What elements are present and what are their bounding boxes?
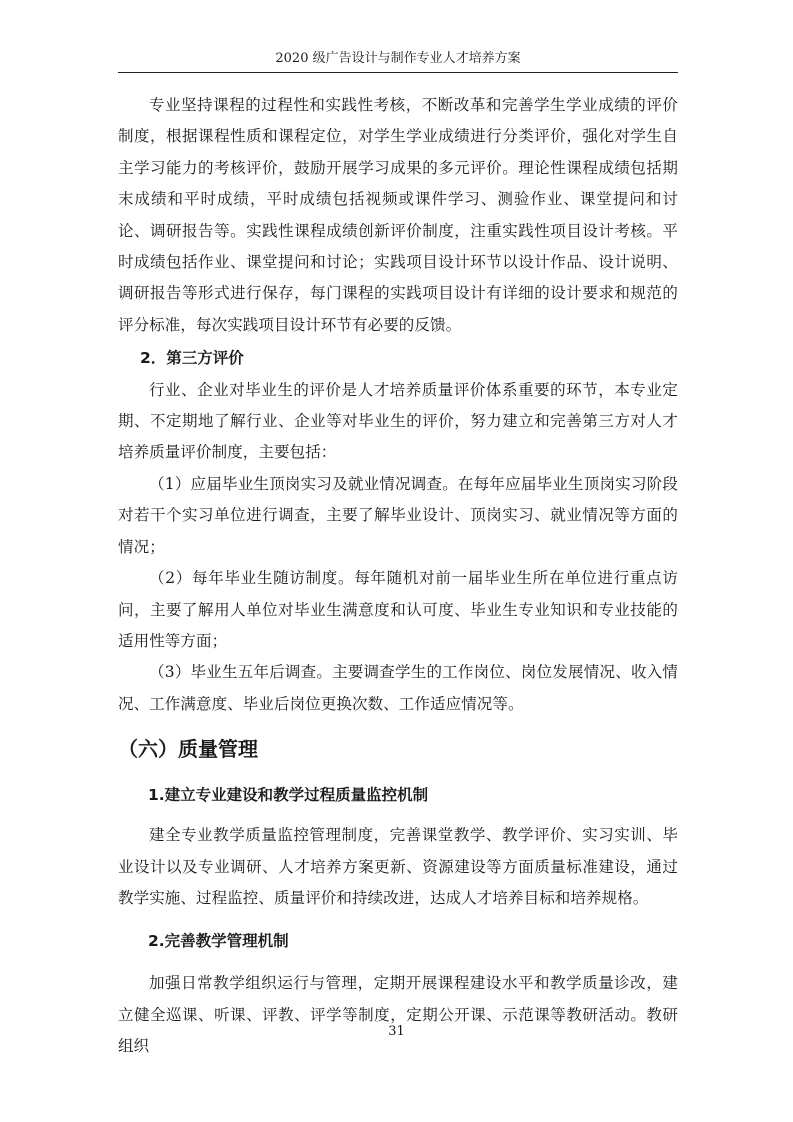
paragraph-item-1: （1）应届毕业生顶岗实习及就业情况调查。在每年应届毕业生顶岗实习阶段对若干个实习单位进行调查，主要了解毕业设计、顶岗实习、就业情况等方面的情况； bbox=[118, 474, 678, 556]
heading-third-party-evaluation: 2．第三方评价 bbox=[140, 349, 244, 368]
paragraph-third-party-intro: 行业、企业对毕业生的评价是人才培养质量评价体系重要的环节，本专业定期、不定期地了解行业、企业等对毕业生的评价，努力建立和完善第三方对人才培养质量评价制度，主要包括： bbox=[118, 380, 678, 462]
page-number: 31 bbox=[388, 1024, 405, 1039]
heading-teaching-management: 2.完善教学管理机制 bbox=[148, 932, 289, 951]
paragraph-monitoring: 建全专业教学质量监控管理制度，完善课堂教学、教学评价、实习实训、毕业设计以及专业调研、人才培养方案更新、资源建设等方面质量标准建设，通过教学实施、过程监控、质量评价和持续改进，达成人才培养目标和培养规格。 bbox=[118, 826, 678, 907]
page-content bbox=[118, 90, 678, 1063]
paragraph-teaching-management: 加强日常教学组织运行与管理，定期开展课程建设水平和教学质量诊改，建立健全巡课、听课、评教、评学等制度，定期公开课、示范课等教研活动。教研组织 bbox=[118, 974, 678, 1056]
paragraph-item-2: （2）每年毕业生随访制度。每年随机对前一届毕业生所在单位进行重点访问，主要了解用人单位对毕业生满意度和认可度、毕业生专业知识和专业技能的适用性等方面； bbox=[118, 569, 678, 650]
running-header: 2020 级广告设计与制作专业人才培养方案 bbox=[275, 51, 521, 66]
paragraph-item-3: （3）毕业生五年后调查。主要调查学生的工作岗位、岗位发展情况、收入情况、工作满意度、毕业后岗位更换次数、工作适应情况等。 bbox=[118, 663, 678, 713]
header-rule bbox=[118, 72, 678, 73]
heading-quality-management: （六）质量管理 bbox=[118, 737, 258, 762]
paragraph-course-assessment: 专业坚持课程的过程性和实践性考核，不断改革和完善学生学业成绩的评价制度，根据课程性质和课程定位，对学生学业成绩进行分类评价，强化对学生自主学习能力的考核评价，鼓励开展学习成果的多元评价。理论性课程成绩包括期末成绩和平时成绩，平时成绩包括视频或课件学习、测验作业、课堂提问和讨论、调研报告等。实践性课程成绩创新评价制度，注重实践性项目设计考核。平时成绩包括作业、课堂提问和讨论；实践项目设计环节以设计作品、设计说明、调研报告等形式进行保存，每门课程的实践项目设计有详细的设计要求和规范的评分标准，每次实践项目设计环节有必要的反馈。 bbox=[118, 96, 678, 334]
heading-monitoring-mechanism: 1.建立专业建设和教学过程质量监控机制 bbox=[148, 786, 429, 805]
